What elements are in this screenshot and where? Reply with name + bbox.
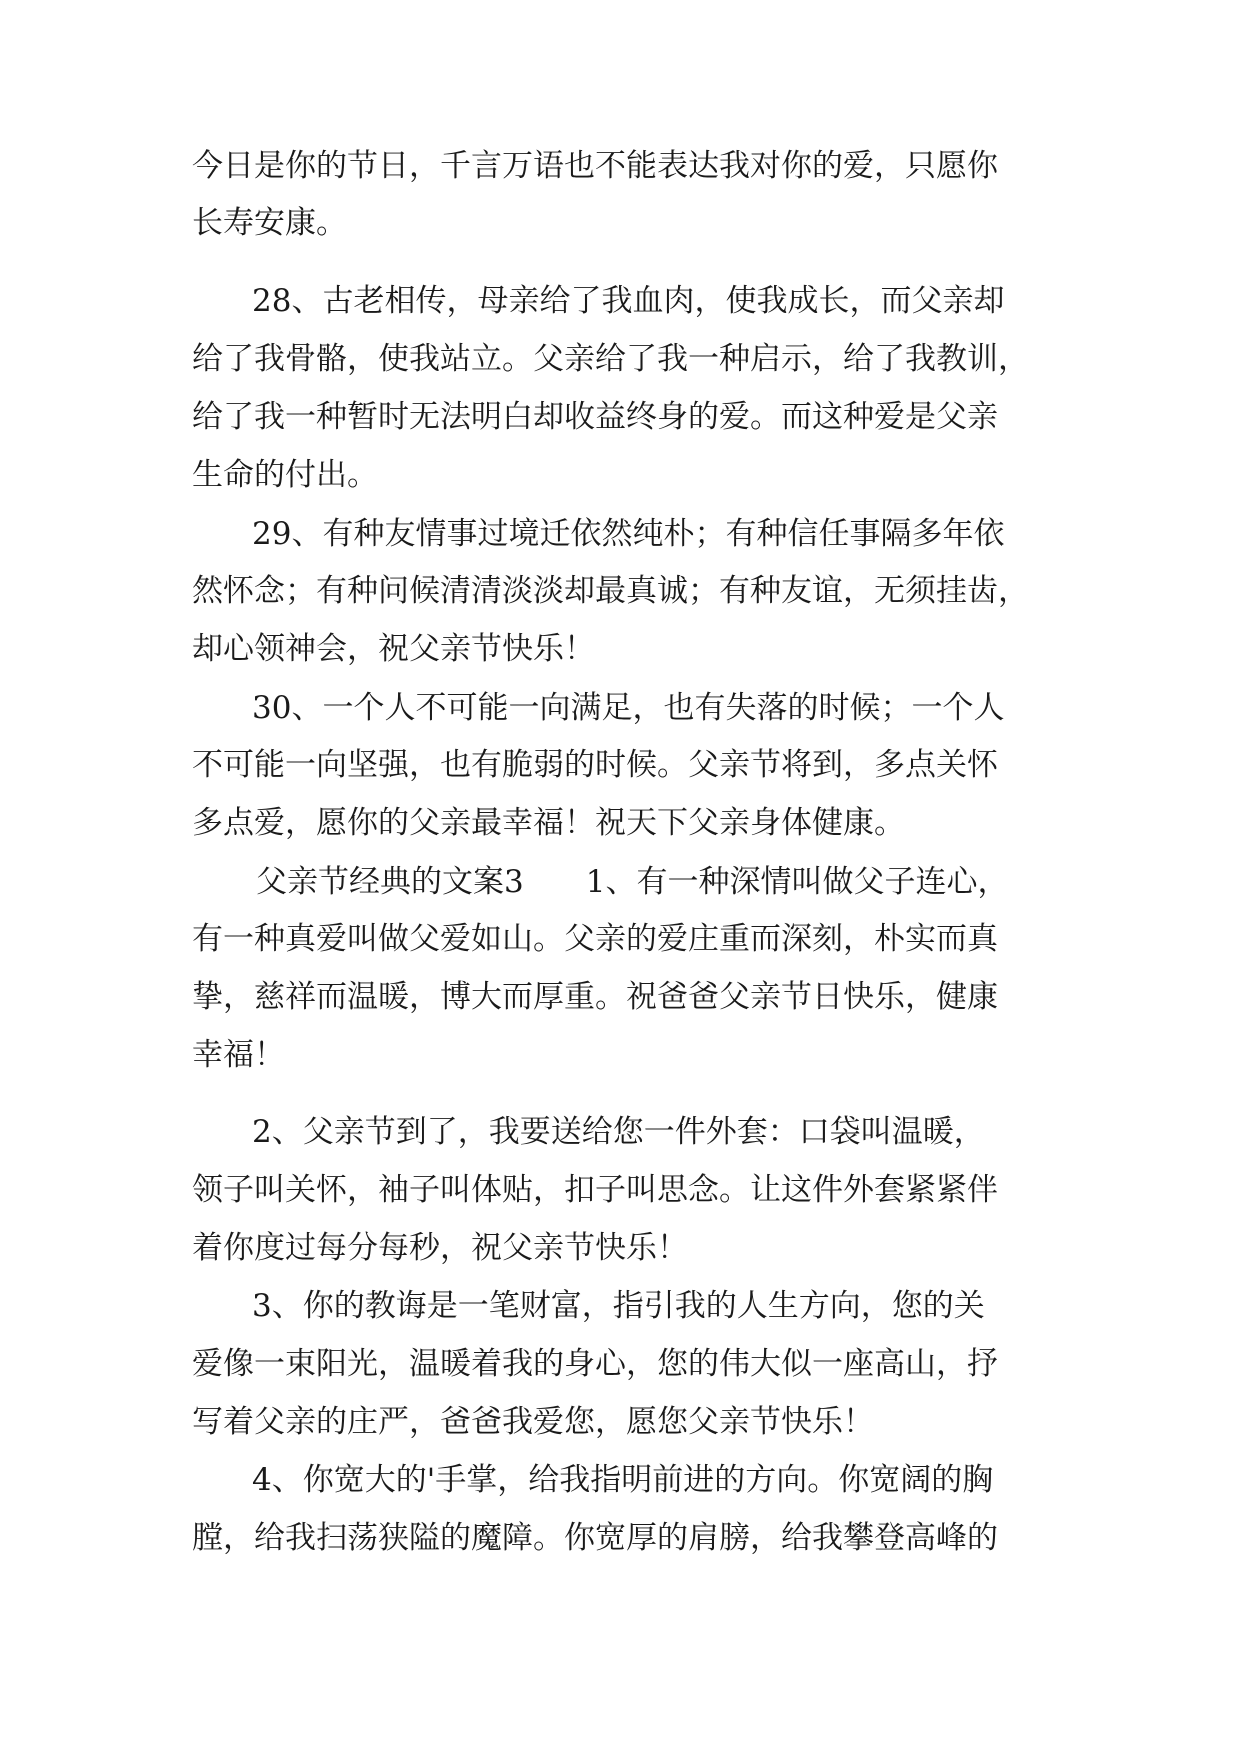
paragraph-start-line: 28、古老相传，母亲给了我血肉，使我成长，而父亲却 xyxy=(252,283,1005,319)
text-line: 不可能一向坚强，也有脆弱的时候。父亲节将到，多点关怀 xyxy=(192,747,998,783)
text-line: 却心领神会，祝父亲节快乐！ xyxy=(192,631,595,667)
text-line: 着你度过每分每秒，祝父亲节快乐！ xyxy=(192,1230,688,1266)
paragraph-start-line: 29、有种友情事过境迁依然纯朴；有种信任事隔多年依 xyxy=(252,516,1005,552)
paragraph-start-line: 3、你的教诲是一笔财富，指引我的人生方向，您的关 xyxy=(252,1288,985,1324)
text-line: 生命的付出。 xyxy=(192,457,378,493)
paragraph-start-line: 30、一个人不可能一向满足，也有失落的时候；一个人 xyxy=(252,690,1005,726)
text-line: 写着父亲的庄严，爸爸我爱您，愿您父亲节快乐！ xyxy=(192,1404,874,1440)
section-heading-line: 父亲节经典的文案3 1、有一种深情叫做父子连心， xyxy=(256,864,1009,900)
text-line: 今日是你的节日，千言万语也不能表达我对你的爱，只愿你 xyxy=(192,148,998,184)
text-line: 爱像一束阳光，温暖着我的身心，您的伟大似一座高山，抒 xyxy=(192,1346,998,1382)
text-line: 给了我骨骼，使我站立。父亲给了我一种启示，给了我教训， xyxy=(192,341,1029,377)
text-line: 长寿安康。 xyxy=(192,205,347,241)
text-line: 挚，慈祥而温暖，博大而厚重。祝爸爸父亲节日快乐，健康 xyxy=(192,979,998,1015)
text-line: 领子叫关怀，袖子叫体贴，扣子叫思念。让这件外套紧紧伴 xyxy=(192,1172,998,1208)
text-line: 膛，给我扫荡狭隘的魔障。你宽厚的肩膀，给我攀登高峰的 xyxy=(192,1520,998,1556)
paragraph-start-line: 4、你宽大的'手掌，给我指明前进的方向。你宽阔的胸 xyxy=(252,1462,994,1498)
text-line: 有一种真爱叫做父爱如山。父亲的爱庄重而深刻，朴实而真 xyxy=(192,921,998,957)
text-line: 多点爱，愿你的父亲最幸福！祝天下父亲身体健康。 xyxy=(192,805,905,841)
text-line: 然怀念；有种问候清清淡淡却最真诚；有种友谊，无须挂齿， xyxy=(192,573,1029,609)
paragraph-start-line: 2、父亲节到了，我要送给您一件外套：口袋叫温暖， xyxy=(252,1114,985,1150)
text-line: 给了我一种暂时无法明白却收益终身的爱。而这种爱是父亲 xyxy=(192,399,998,435)
text-line: 幸福！ xyxy=(192,1037,285,1073)
